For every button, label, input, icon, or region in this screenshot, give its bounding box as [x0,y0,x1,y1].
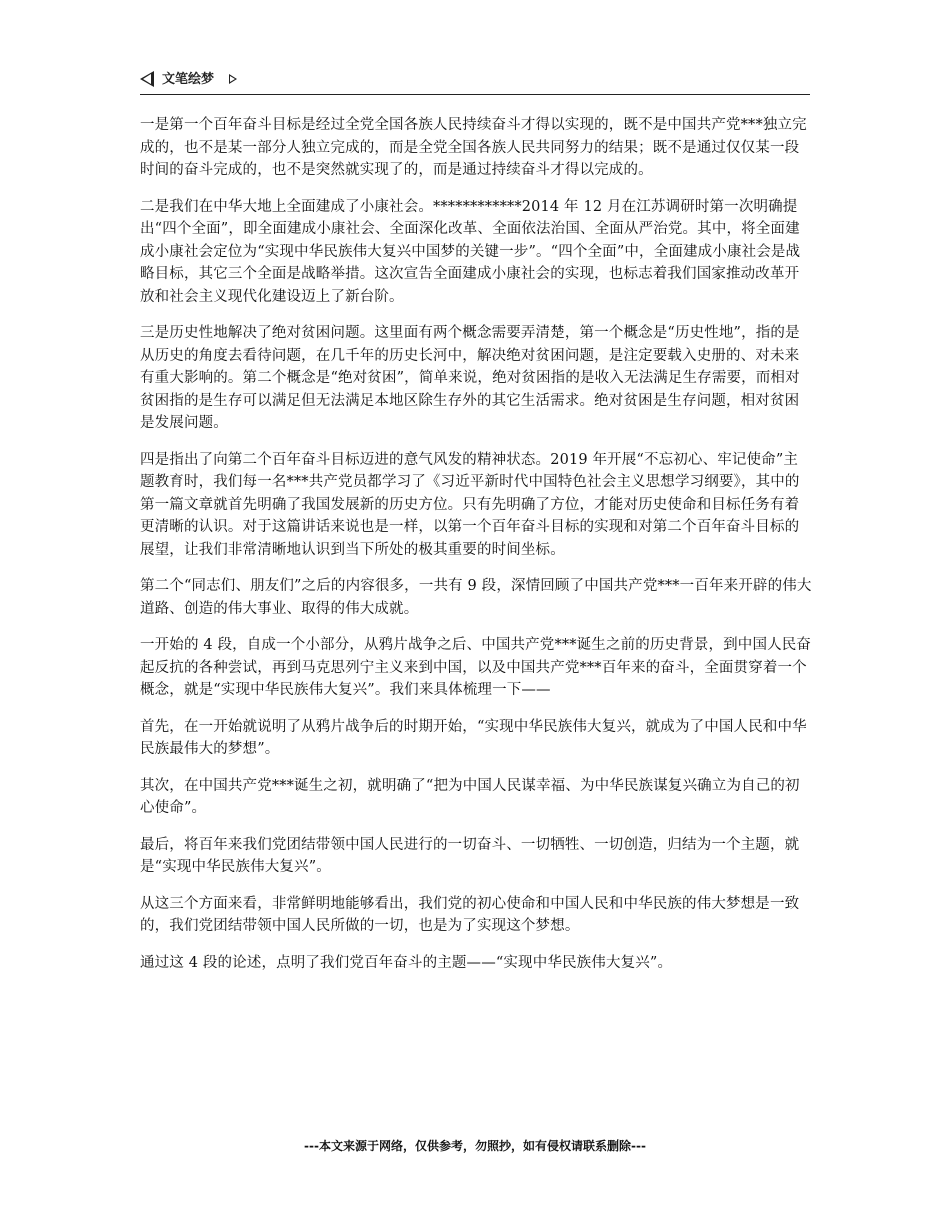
paragraph-2: 二是我们在中华大地上全面建成了小康社会。************2014 年 12 月在江苏调研时第一次明确提出“四个全面”，即全面建成小康社会、全面深化改革、全面依法治国、全面从严治党。其中，将全面建成小康社会定位为“实现中华民族伟大复兴中国梦的关键一步”。“四个全面”中，全面建成小康社会是战略目标，其它三个全面是战略举措。这次宣告全面建成小康社会的实现，也标志着我们国家推动改革开放和社会主义现代化建设迈上了新台阶。 [140,198,801,305]
paragraph-10: 从这三个方面来看，非常鲜明地能够看出，我们党的初心使命和中国人民和中华民族的伟大梦想是一致的，我们党团结带领中国人民所做的一切，也是为了实现这个梦想。 [140,895,800,934]
paragraph-6: 一开始的 4 段，自成一个小部分，从鸦片战争之后、中国共产党***诞生之前的历史背景，到中国人民奋起反抗的各种尝试，再到马克思列宁主义来到中国，以及中国共产党***百年来的奋斗，全面贯穿着一个概念，就是“实现中华民族伟大复兴”。我们来具体梳理一下—— [140,637,812,698]
paragraph-7: 首先，在一开始就说明了从鸦片战争后的时期开始，“实现中华民族伟大复兴，就成为了中国人民和中华民族最伟大的梦想”。 [140,718,807,757]
brand-name: 文笔绘梦 [162,72,215,87]
page-header [140,68,810,95]
paragraph-1: 一是第一个百年奋斗目标是经过全党全国各族人民持续奋斗才得以实现的，既不是中国共产党***独立完成的，也不是某一部分人独立完成的，而是全党全国各族人民共同努力的结果；既不是通过仅仅某一段时间的奋斗完成的，也不是突然就实现了的，而是通过持续奋斗才得以完成的。 [140,117,807,178]
paragraph-4: 四是指出了向第二个百年奋斗目标迈进的意气风发的精神状态。2019 年开展“不忘初心、牢记使命”主题教育时，我们每一名***共产党员都学习了《习近平新时代中国特色社会主义思想学习纲要》，其中的第一篇文章就首先明确了我国发展新的历史方位。只有先明确了方位，才能对历史使命和目标任务有着更清晰的认识。对于这篇讲话来说也是一样，以第一个百年奋斗目标的实现和对第二个百年奋斗目标的展望，让我们非常清晰地认识到当下所处的极其重要的时间坐标。 [140,451,800,558]
paragraph-11: 通过这 4 段的论述，点明了我们党百年奋斗的主题——“实现中华民族伟大复兴”。 [140,954,673,971]
triangle-left-icon [140,71,154,87]
paragraph-3: 三是历史性地解决了绝对贫困问题。这里面有两个概念需要弄清楚，第一个概念是“历史性地”，指的是从历史的角度去看待问题，在几千年的历史长河中，解决绝对贫困问题，是注定要载入史册的、对未来有重大影响的。第二个概念是“绝对贫困”，简单来说，绝对贫困指的是收入无法满足生存需要，而相对贫困指的是生存可以满足但无法满足本地区除生存外的其它生活需求。绝对贫困是生存问题，相对贫困是发展问题。 [140,325,800,431]
paragraph-8: 其次，在中国共产党***诞生之初，就明确了“把为中国人民谋幸福、为中华民族谋复兴确立为自己的初心使命”。 [140,777,800,816]
paragraph-9: 最后，将百年来我们党团结带领中国人民进行的一切奋斗、一切牺牲、一切创造，归结为一个主题，就是“实现中华民族伟大复兴”。 [140,836,800,875]
triangle-right-icon [229,74,237,84]
document-body [140,114,812,988]
paragraph-5: 第二个“同志们、朋友们”之后的内容很多，一共有 9 段，深情回顾了中国共产党***一百年来开辟的伟大道路、创造的伟大事业、取得的伟大成就。 [140,578,812,617]
footer-notice: ---本文来源于网络，仅供参考，勿照抄，如有侵权请联系删除--- [304,1139,646,1153]
